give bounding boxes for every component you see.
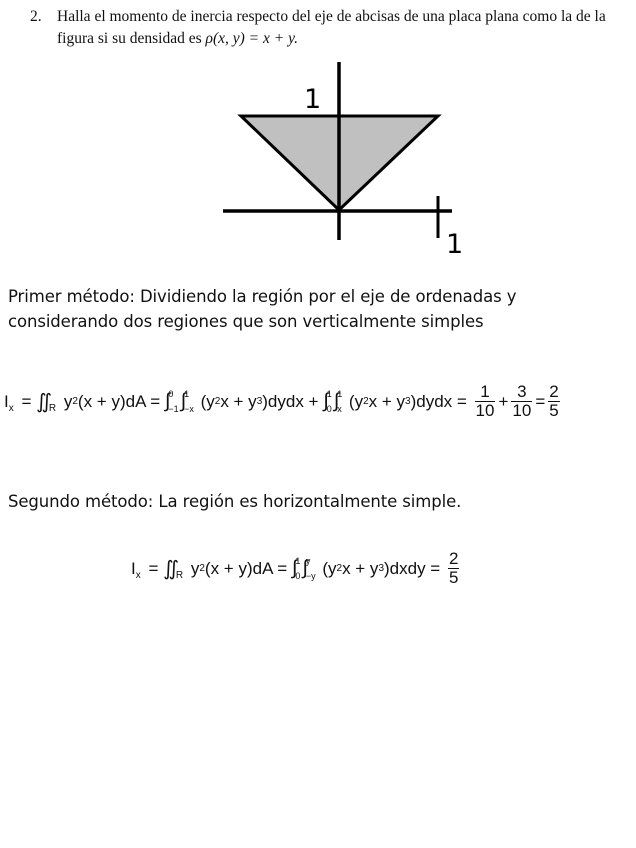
eq1-y: y [59,391,73,411]
eq1-equals: = [16,391,37,411]
eq1-region: R [48,403,57,414]
integral-symbol: ∫ [302,557,305,579]
lower-limit: −x [184,403,194,414]
eq1-term: (y [344,391,364,411]
eq2-lhs-sub: x [135,570,141,581]
integral-symbol: ∫ [323,390,326,412]
double-integral-symbol: ∬ [36,391,49,413]
eq2-y: y [186,558,200,578]
eq2-square: 2 [336,563,343,574]
x-unit-label: 1 [446,229,464,260]
lower-limit: −y [305,570,316,581]
problem-text-body: Halla el momento de inercia respecto del eje de abcisas de una placa plana como la de la figura si su densidad es [57,8,606,47]
lower-limit: 0 [326,403,332,414]
numerator: 1 [480,382,490,401]
integral-symbol: ∫ [333,390,337,412]
upper-limit: 1 [184,388,190,399]
integral-symbol: ∫ [164,390,168,412]
integral-limits [168,389,178,415]
eq1-integrand: (x + y)dA = [77,391,165,411]
integral-symbol: ∫ [291,557,295,579]
denominator: 5 [448,568,459,587]
integral-symbol: ∫ [180,390,184,412]
numerator: 3 [517,382,527,401]
numerator: 2 [549,382,559,401]
upper-limit: 1 [295,555,301,566]
region-figure [215,60,465,260]
eq1-square: 2 [214,396,221,407]
eq2-cube: 3 [378,563,384,574]
problem-statement [30,6,620,50]
method1-equation [4,383,563,420]
upper-limit: 1 [326,388,332,399]
numerator: 2 [448,549,459,568]
eq1-term: (y [195,391,215,411]
upper-limit: 0 [168,388,174,399]
equals-sign: = [535,391,546,411]
fraction [475,383,496,420]
eq1-term: x + y [220,391,257,411]
problem-number: 2. [30,8,42,25]
eq2-term: (y [317,558,337,578]
eq2-region: R [175,570,184,581]
eq2-square: 2 [199,563,205,574]
upper-limit: 1 [337,388,343,399]
eq2-integrand: (x + y)dA = [204,558,292,578]
upper-limit: y [305,555,311,566]
double-integral-symbol: ∬ [163,558,176,580]
eq1-cube: 3 [405,396,411,407]
y-unit-label: 1 [304,84,322,115]
eq2-equals: = [143,558,164,578]
integral-limits [184,389,194,415]
density-formula: ρ(x, y) = x + y. [205,30,298,47]
fraction [448,550,459,587]
eq1-term: )dydx = [410,391,472,411]
denominator: 10 [512,401,532,420]
lower-limit: x [337,403,342,414]
eq1-lhs-sub: x [8,403,14,414]
eq1-cube: 3 [256,396,263,407]
eq1-square: 2 [72,396,78,407]
integral-limits [306,556,316,582]
eq1-lhs: I [4,391,9,411]
eq2-term: x + y [342,558,379,578]
fraction [548,383,559,420]
method1-title: Primer método: Dividiendo la región por el eje de ordenadas y considerando dos regiones que son verticalmente simples [8,287,517,331]
fraction [511,383,532,420]
problem-text [57,6,620,50]
eq1-term: )dydx + [262,391,324,411]
lower-limit: 0 [295,570,301,581]
lower-limit: −1 [168,403,179,414]
method2-equation [131,550,462,587]
integral-limits [337,389,342,415]
eq2-term: )dxdy = [384,558,445,578]
denominator: 5 [549,401,559,420]
method2-title: Segundo método: La región es horizontalmente simple. [8,492,462,511]
eq1-square: 2 [363,396,369,407]
plus-sign: + [498,391,509,411]
integral-limits [295,556,300,582]
eq1-term: x + y [368,391,406,411]
denominator: 10 [475,401,495,420]
eq2-lhs: I [131,558,136,578]
integral-limits [327,389,332,415]
